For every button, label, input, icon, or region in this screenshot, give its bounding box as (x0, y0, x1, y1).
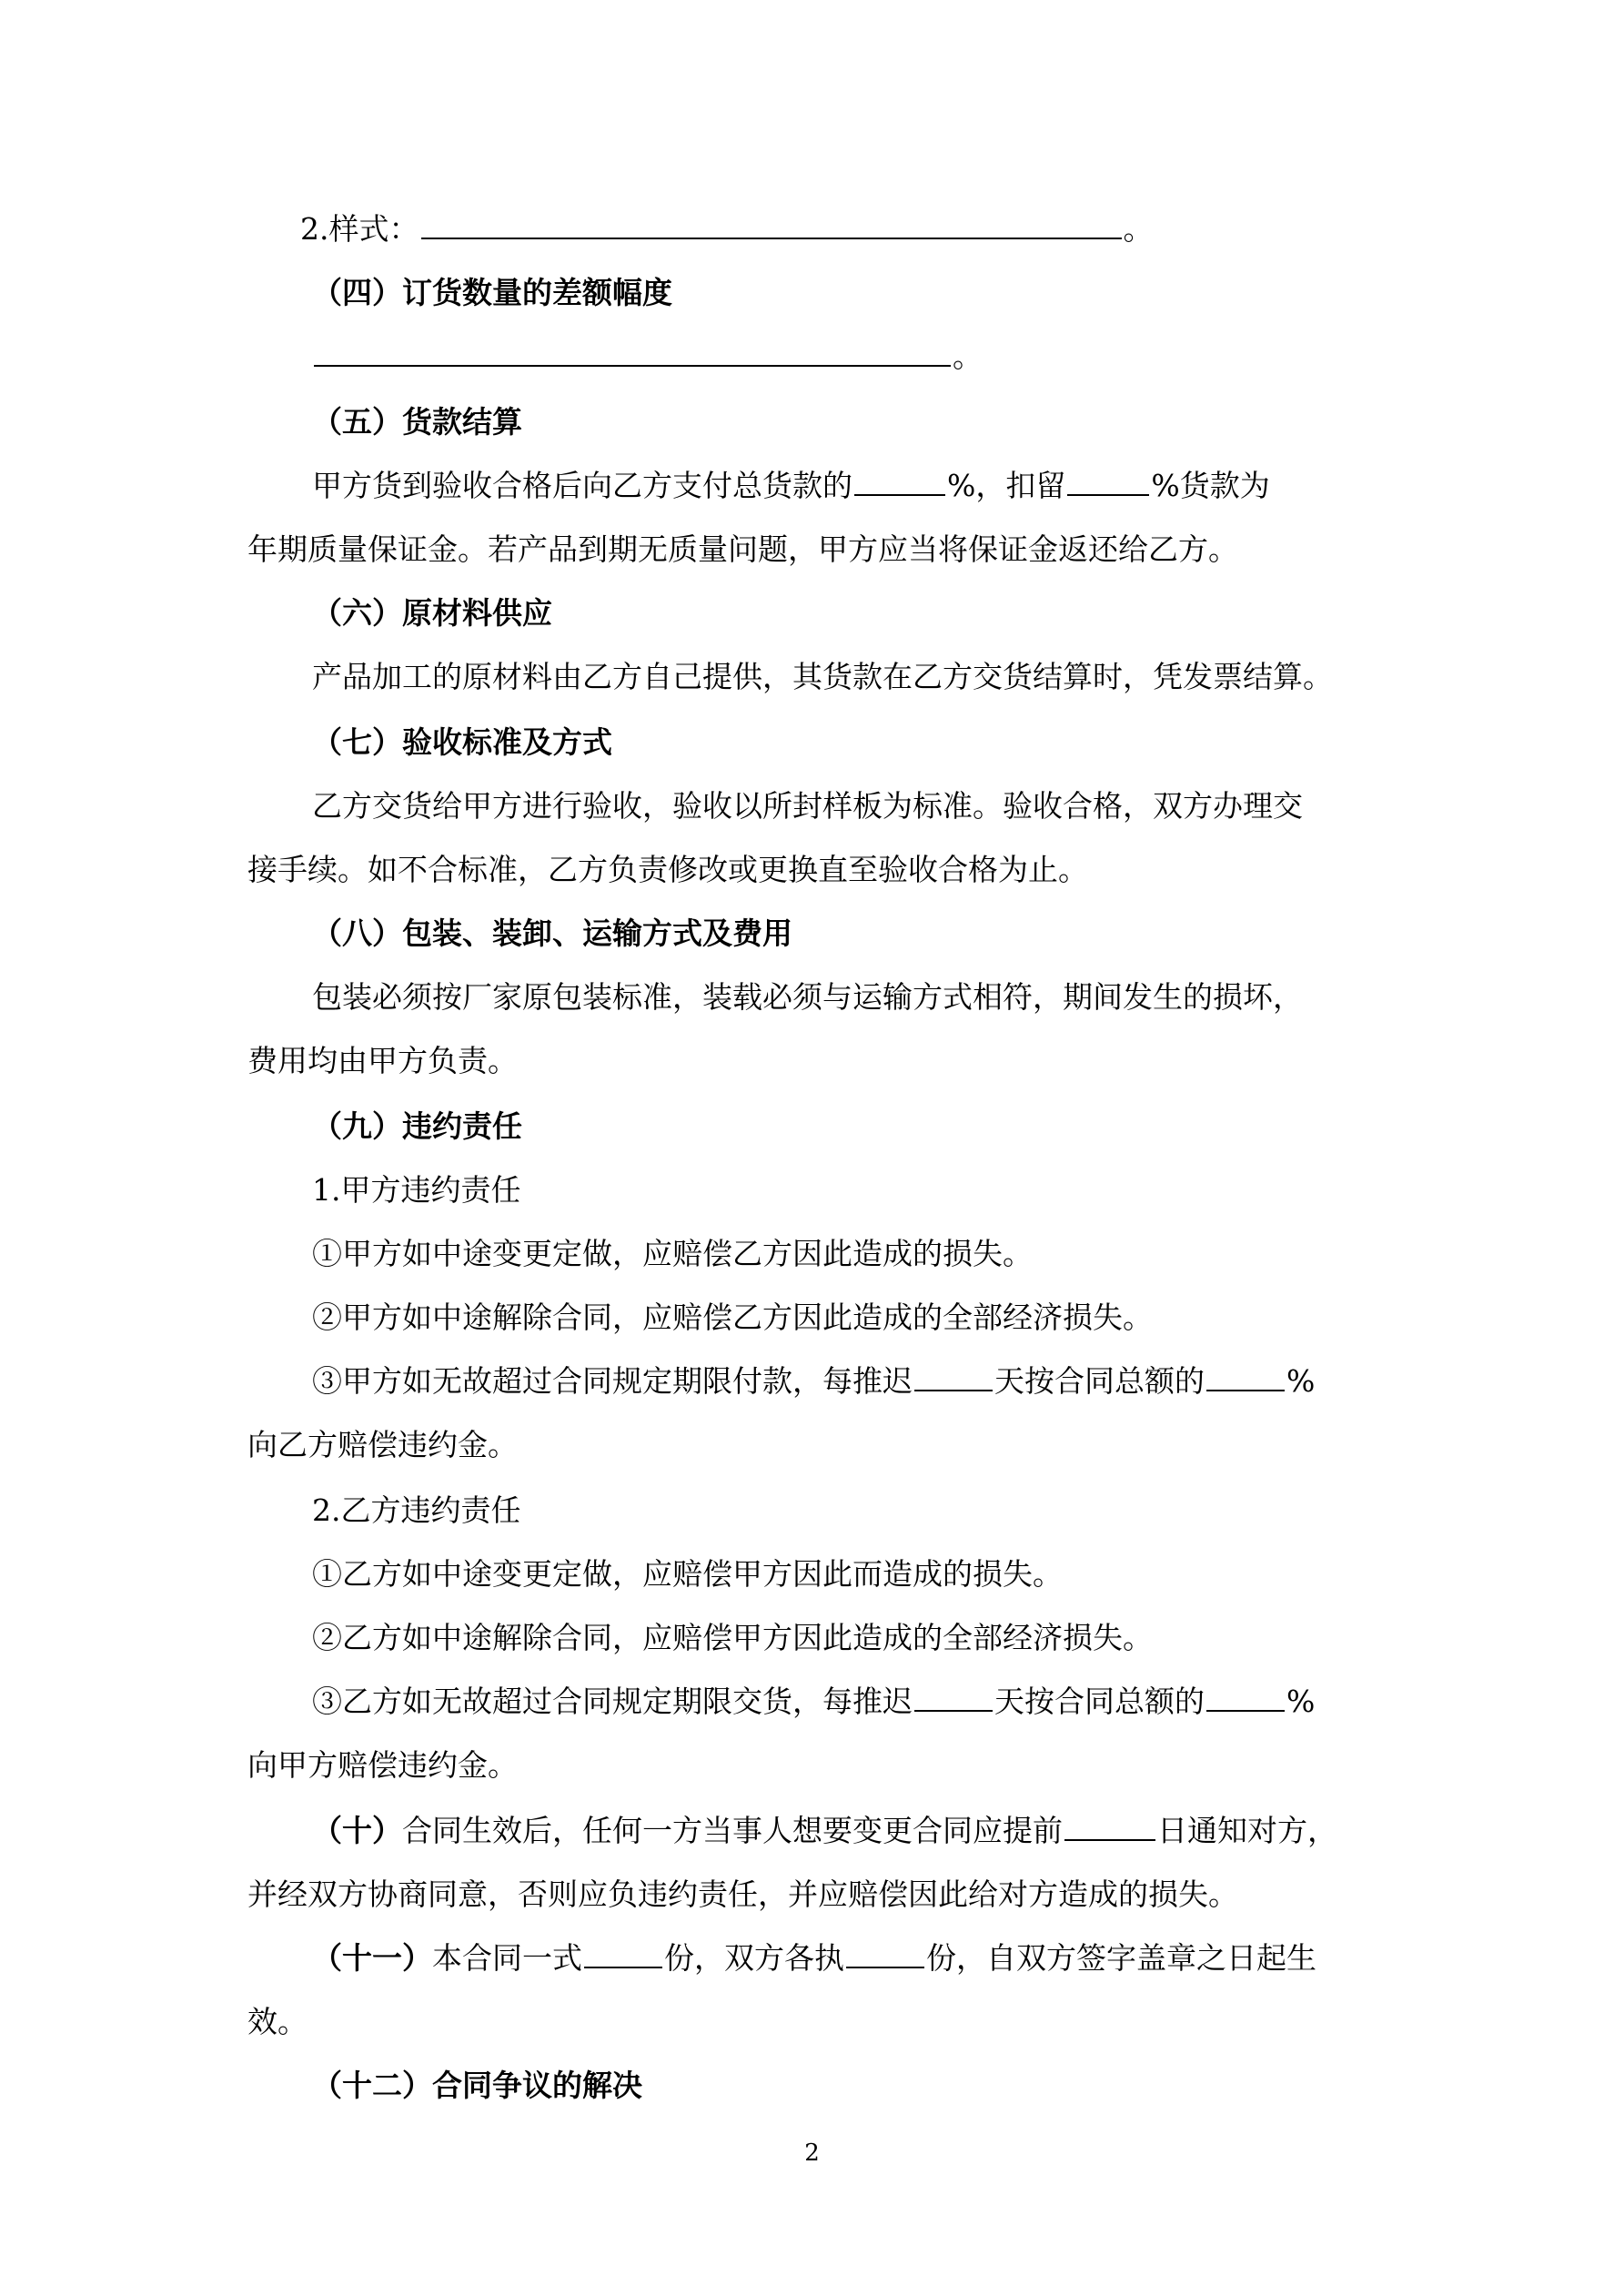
payment-percent-blank (854, 469, 945, 496)
copies-total-blank (584, 1941, 662, 1968)
section-11-line-2: 效。 (247, 2004, 308, 2039)
section-6-paragraph: 产品加工的原材料由乙方自己提供，其货款在乙方交货结算时，凭发票结算。 (312, 659, 1333, 694)
party-b-item-1: ①乙方如中途变更定做，应赔偿甲方因此而造成的损失。 (312, 1556, 1063, 1592)
section-7-paragraph-line-1: 乙方交货给甲方进行验收，验收以所封样板为标准。验收合格，双方办理交 (312, 788, 1303, 824)
party-b-delay-days-blank (914, 1684, 993, 1712)
section-8-paragraph-line-1: 包装必须按厂家原包装标准，装载必须与运输方式相符，期间发生的损坏， (312, 979, 1303, 1015)
section-9-heading: （九）违约责任 (312, 1108, 522, 1144)
section-4-blank-line: 。 (0, 337, 1624, 377)
style-blank (421, 212, 1122, 239)
party-a-liability-title: 1.甲方违约责任 (312, 1172, 521, 1208)
page-number: 2 (804, 2139, 820, 2167)
party-b-item-3-line-2: 向甲方赔偿违约金。 (247, 1747, 518, 1783)
party-b-liability-title: 2.乙方违约责任 (312, 1492, 521, 1528)
section-10-line-2: 并经双方协商同意，否则应负违约责任，并应赔偿因此给对方造成的损失。 (247, 1876, 1238, 1912)
section-6-heading: （六）原材料供应 (312, 595, 552, 631)
section-12-heading: （十二）合同争议的解决 (312, 2068, 642, 2103)
quantity-variance-blank (314, 339, 951, 367)
section-7-paragraph-line-2: 接手续。如不合标准，乙方负责修改或更换直至验收合格为止。 (247, 852, 1088, 887)
section-10-label: （十） (312, 1813, 402, 1848)
section-4-heading: （四）订货数量的差额幅度 (312, 275, 672, 310)
party-b-penalty-percent-blank (1206, 1684, 1285, 1712)
retention-percent-blank (1067, 469, 1149, 496)
party-a-item-3-line-2: 向乙方赔偿违约金。 (247, 1427, 518, 1462)
party-a-penalty-percent-blank (1206, 1364, 1285, 1391)
section-11-label: （十一） (312, 1940, 432, 1976)
section-5-paragraph-line-2: 年期质量保证金。若产品到期无质量问题，甲方应当将保证金返还给乙方。 (247, 531, 1238, 567)
party-b-item-3-line-1: ③乙方如无故超过合同规定期限交货，每推迟 天按合同总额的 % (312, 1684, 1316, 1719)
section-10-line-1: （十）合同生效后，任何一方当事人想要变更合同应提前 日通知对方， (312, 1813, 1337, 1848)
party-a-item-3-line-1: ③甲方如无故超过合同规定期限付款，每推迟 天按合同总额的 % (312, 1363, 1316, 1399)
copies-each-blank (846, 1941, 924, 1968)
party-a-item-1: ①甲方如中途变更定做，应赔偿乙方因此造成的损失。 (312, 1236, 1033, 1271)
section-8-heading: （八）包装、装卸、运输方式及费用 (312, 915, 792, 951)
section-7-heading: （七）验收标准及方式 (312, 724, 612, 760)
section-5-paragraph-line-1: 甲方货到验收合格后向乙方支付总货款的 %，扣留 %货款为 (312, 468, 1270, 503)
section-11-line-1: （十一）本合同一式 份，双方各执 份，自双方签字盖章之日起生 (312, 1940, 1316, 1976)
style-label: 2.样式： (300, 211, 419, 247)
section-5-heading: （五）货款结算 (312, 404, 522, 440)
party-a-delay-days-blank (914, 1364, 993, 1391)
party-b-item-2: ②乙方如中途解除合同，应赔偿甲方因此造成的全部经济损失。 (312, 1620, 1153, 1655)
party-a-item-2: ②甲方如中途解除合同，应赔偿乙方因此造成的全部经济损失。 (312, 1300, 1153, 1335)
notice-days-blank (1064, 1814, 1155, 1841)
style-line: 2.样式： 。 (300, 211, 1154, 247)
section-8-paragraph-line-2: 费用均由甲方负责。 (247, 1043, 518, 1078)
